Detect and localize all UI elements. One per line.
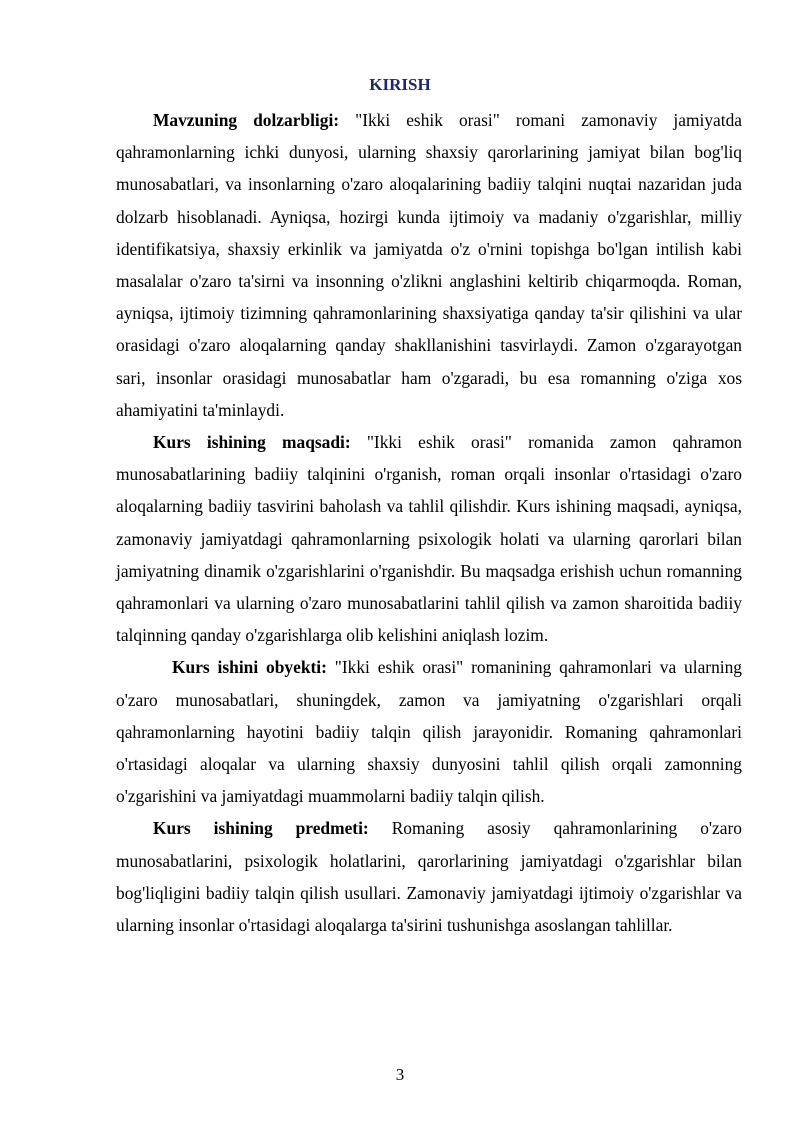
paragraph-lead: Kurs ishini obyekti:: [172, 657, 327, 678]
paragraph-lead: Mavzuning dolzarbligi:: [153, 110, 340, 130]
section-heading: KIRISH: [369, 75, 431, 94]
paragraph-text: "Ikki eshik orasi" romanida zamon qahramon munosabatlarining badiiy talqinini o'rganish, roman orqali insonlar o'rtasidagi o'zaro aloqalarning badiiy tasvirini baholash va tahlil qilishdir. Kurs ishining maqsadi, ayniqsa, zamonaviy jamiyatdagi qahramonlarning psixologik holati va ularning qarorlari bilan jamiyatning dinamik o'zgarishlarini o'rganishdir. Bu maqsadga erishish uchun romanning qahramonlari va ularning o'zaro munosabatlarini tahlil qilish va zamon sharoitida badiiy talqinning qanday o'zgarishlarga olib kelishini aniqlash lozim.: [116, 432, 742, 646]
paragraph-lead: Kurs ishining predmeti:: [153, 818, 369, 839]
paragraph-text: Romaning asosiy qahramonlarining o'zaro munosabatlarini, psixologik holatlarini, qarorlarining jamiyatdagi o'zgarishlar bilan bog'liqligini badiiy talqin qilish usullari. Zamonaviy jamiyatdagi ijtimoiy o'zgarishlar va ularning insonlar o'rtasidagi aloqalarga ta'sirini tushunishga asoslangan tahlillar.: [116, 818, 742, 936]
paragraph-text: "Ikki eshik orasi" romanining qahramonlari va ularning o'zaro munosabatlari, shuningdek, zamon va jamiyatning o'zgarishlari orqali qahramonlarning hayotini badiiy talqin qilish jarayonidir. Romaning qahramonlari o'rtasidagi aloqalar va ularning shaxsiy dunyosini tahlil qilish orqali zamonning o'zgarishini va jamiyatdagi muammolarni badiiy talqin qilish.: [116, 657, 742, 807]
paragraph-text: "Ikki eshik orasi" romani zamonaviy jamiyatda qahramonlarning ichki dunyosi, ularning shaxsiy qarorlarining jamiyat bilan bog'liq munosabatlari, va insonlarning o'zaro aloqalarining badiiy talqini nuqtai nazaridan juda dolzarb hisoblanadi. Ayniqsa, hozirgi kunda ijtimoiy va madaniy o'zgarishlar, milliy identifikatsiya, shaxsiy erkinlik va jamiyatda o'z o'rnini topishga bo'lgan intilish kabi masalalar o'zaro ta'sirni va insonning o'zlikni anglashini keltirib chiqarmoqda. Roman, ayniqsa, ijtimoiy tizimning qahramonlarining shaxsiyatiga qanday ta'sir qilishini va ular orasidagi o'zaro aloqalarning qanday shakllanishini tasvirlaydi. Zamon o'zgarayotgan sari, insonlar orasidagi munosabatlar ham o'zgaradi, bu esa romanning o'ziga xos ahamiyatini ta'minlaydi.: [116, 110, 743, 420]
page-number: 3: [395, 1065, 405, 1084]
paragraph-goal: [116, 426, 742, 651]
paragraph-lead: Kurs ishining maqsadi:: [153, 432, 351, 453]
body-text: [116, 104, 742, 941]
paragraph-relevance: [116, 104, 742, 426]
paragraph-subject: [116, 812, 742, 941]
paragraph-object: [116, 651, 742, 812]
